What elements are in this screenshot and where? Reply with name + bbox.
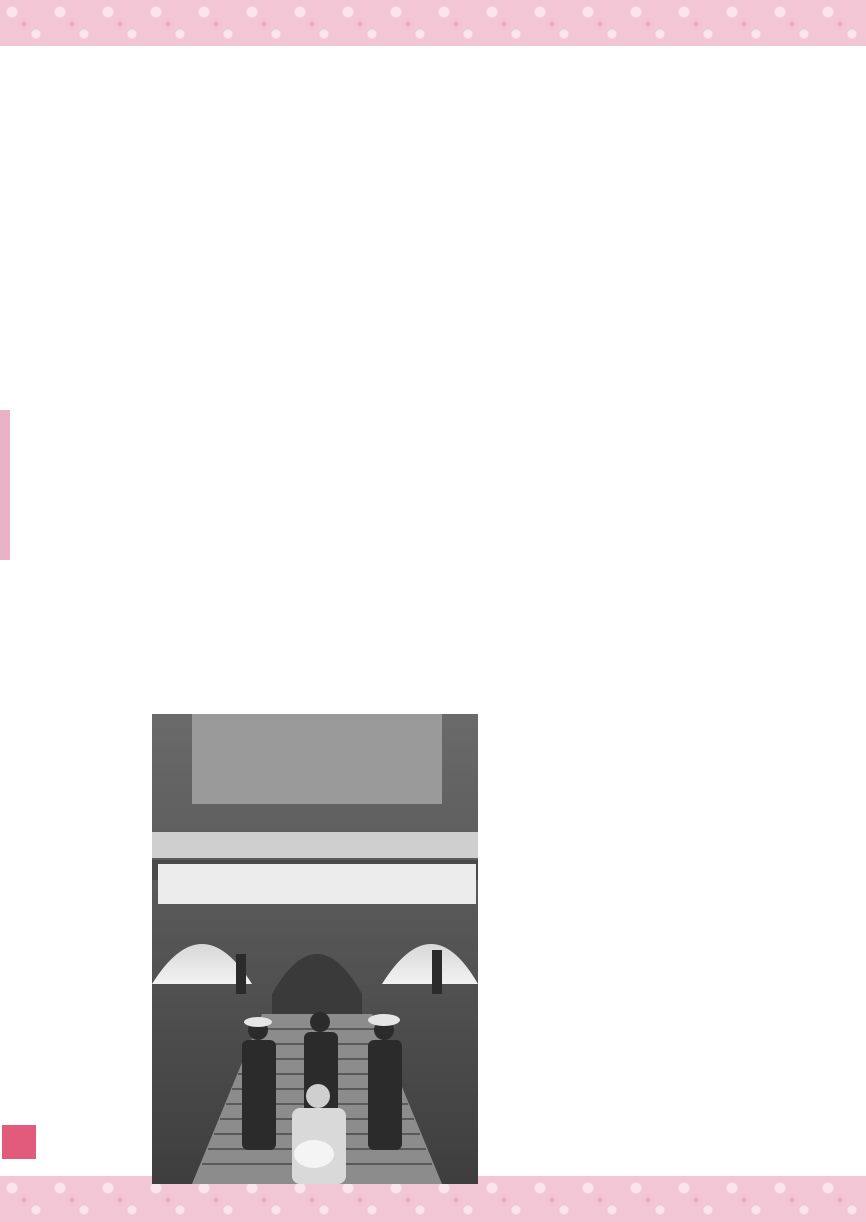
photo-caption (114, 975, 140, 1135)
photo-illustration (152, 714, 478, 1184)
top-decorative-band (0, 0, 866, 46)
article-signature (528, 836, 608, 1166)
group-photo (152, 714, 478, 1184)
page-number (2, 1125, 36, 1159)
edge-color-strip (0, 410, 10, 560)
article-text-bottom-left (612, 716, 822, 1176)
article-text-top (78, 52, 810, 698)
